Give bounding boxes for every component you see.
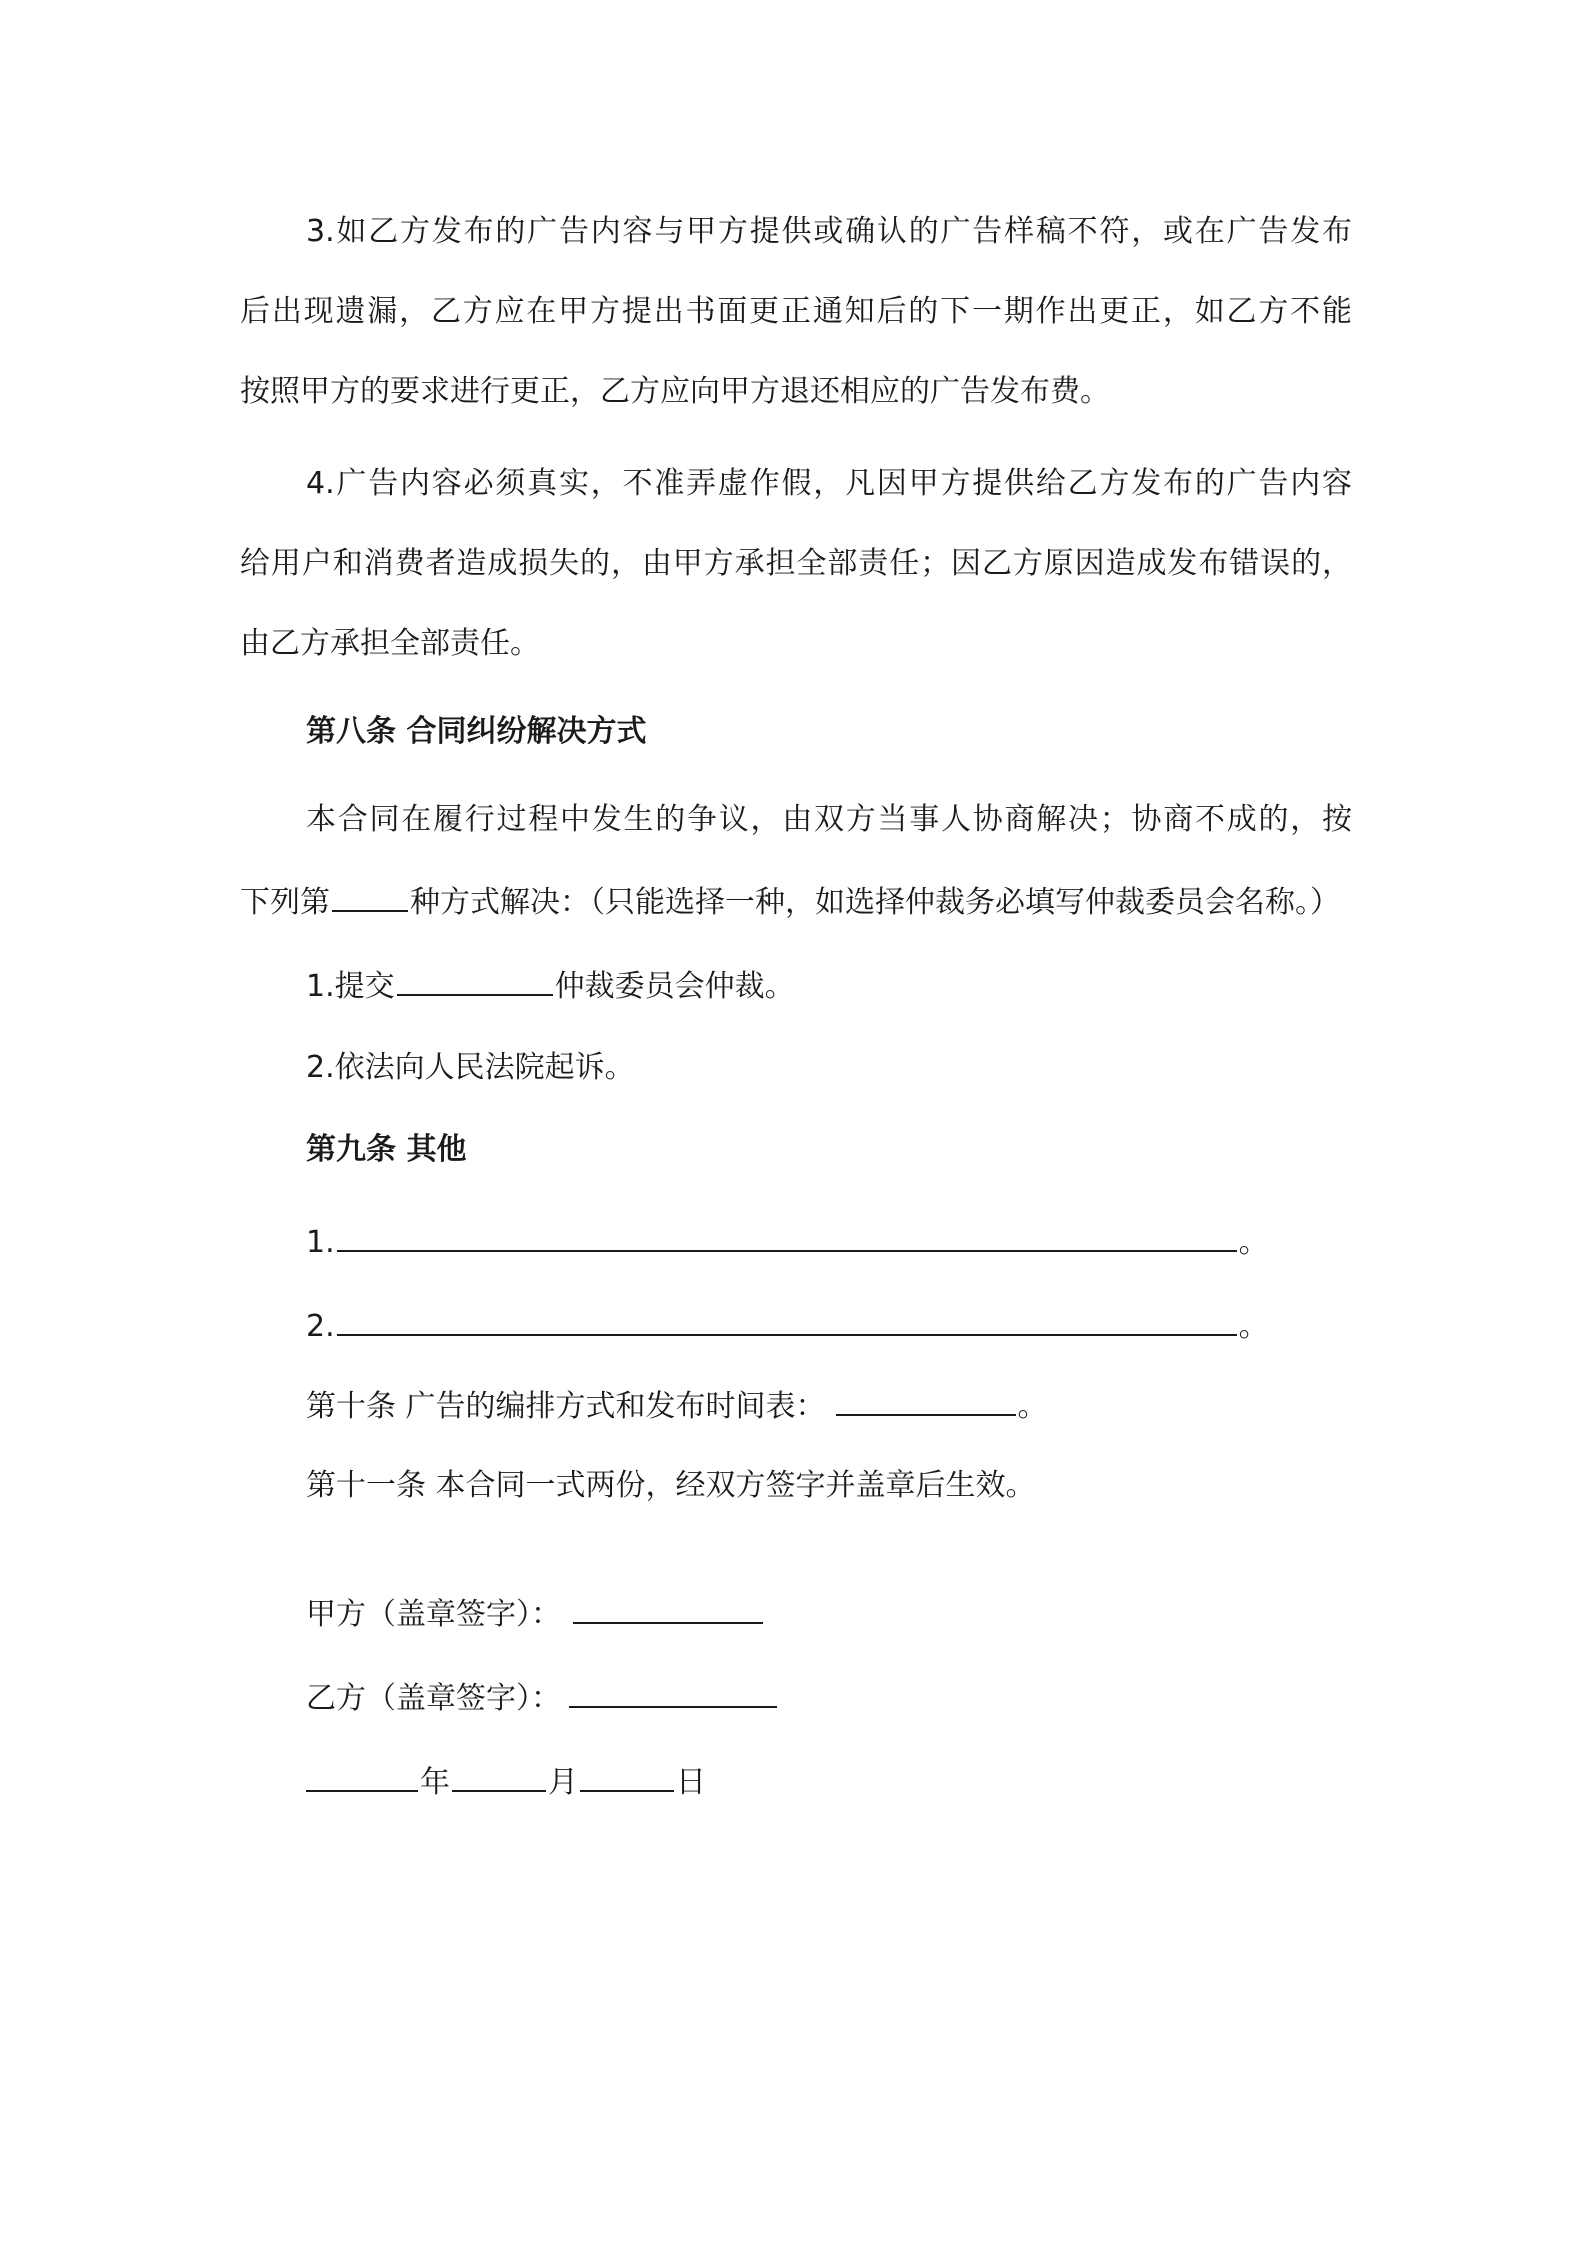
clause8-option1-start: 1.提交 [306,969,395,1004]
day-blank[interactable] [580,1760,674,1792]
clause8-option1-end: 仲裁委员会仲裁。 [554,969,795,1004]
clause7-item3-line3: 按照甲方的要求进行更正，乙方应向甲方退还相应的广告发布费。 [240,374,1110,409]
clause7-item4-line2: 给用户和消费者造成损失的，由甲方承担全部责任；因乙方原因造成发布错误的， [240,546,1352,581]
arbitration-committee-blank[interactable] [397,964,553,996]
clause7-item3-line1: 3.如乙方发布的广告内容与甲方提供或确认的广告样稿不符，或在广告发布 [306,214,1352,249]
clause8-para-line1: 本合同在履行过程中发生的争议，由双方当事人协商解决；协商不成的，按 [306,802,1352,837]
clause9-item2-blank[interactable] [337,1304,1237,1336]
clause8-para-line2-end: 种方式解决：（只能选择一种，如选择仲裁务必填写仲裁委员会名称。） [410,885,1340,920]
clause9-item1-end: 。 [1238,1225,1269,1260]
party-b-signature [306,1676,779,1719]
clause9-item1 [306,1220,1269,1263]
party-a-signature [306,1592,765,1635]
signature-date [306,1760,706,1803]
month-label: 月 [548,1765,578,1800]
year-blank[interactable] [306,1760,418,1792]
party-a-signature-blank[interactable] [573,1592,763,1624]
clause8-heading: 第八条 合同纠纷解决方式 [306,714,647,749]
party-b-label: 乙方（盖章签字）： [306,1681,561,1716]
clause7-item4-line3: 由乙方承担全部责任。 [240,626,540,661]
clause8-para-line2 [240,880,1340,923]
clause11: 第十一条 本合同一式两份，经双方签字并盖章后生效。 [306,1468,1036,1503]
year-label: 年 [420,1765,450,1800]
party-a-label: 甲方（盖章签字）： [306,1597,561,1632]
schedule-blank[interactable] [836,1384,1016,1416]
clause9-heading: 第九条 其他 [306,1132,467,1167]
clause10-text: 第十条 广告的编排方式和发布时间表： [306,1389,826,1424]
clause9-item2 [306,1304,1269,1347]
method-number-blank[interactable] [332,880,408,912]
clause9-item2-end: 。 [1238,1309,1269,1344]
month-blank[interactable] [452,1760,546,1792]
clause10 [306,1384,1048,1427]
clause8-para-line2-start: 下列第 [240,885,330,920]
clause7-item3-line2: 后出现遗漏，乙方应在甲方提出书面更正通知后的下一期作出更正，如乙方不能 [240,294,1352,329]
clause9-item2-label: 2. [306,1309,335,1344]
clause8-option1 [306,964,795,1007]
clause8-option2: 2.依法向人民法院起诉。 [306,1050,635,1085]
clause7-item4-line1: 4.广告内容必须真实，不准弄虚作假，凡因甲方提供给乙方发布的广告内容 [306,466,1352,501]
clause9-item1-label: 1. [306,1225,335,1260]
party-b-signature-blank[interactable] [569,1676,777,1708]
clause10-end: 。 [1017,1389,1048,1424]
day-label: 日 [676,1765,706,1800]
clause9-item1-blank[interactable] [337,1220,1237,1252]
